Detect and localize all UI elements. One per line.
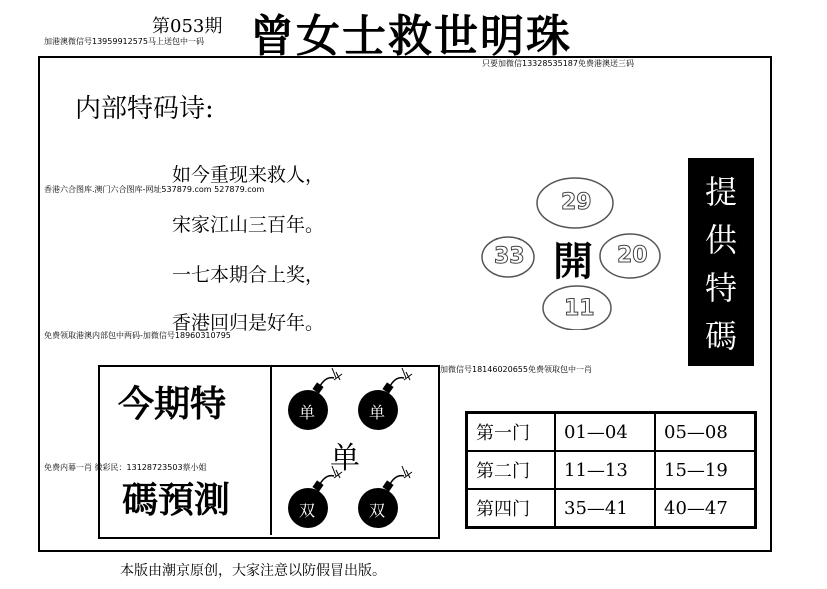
oval-right-number: 20 [617, 243, 648, 268]
table-row [467, 489, 756, 528]
poem-line-3: 一七本期合上奖， [172, 264, 325, 286]
table-row [467, 451, 756, 489]
oval-top-number: 29 [561, 190, 592, 215]
bomb-label-2: 单 [369, 403, 386, 422]
prediction-line-2: 碼預測 [122, 479, 231, 521]
range-b: 05—08 [655, 413, 756, 452]
issue-number: 第053期 [152, 16, 223, 37]
open-label: 開 [553, 238, 593, 285]
provide-char-3: 特 [704, 269, 737, 307]
oval-bottom-number: 11 [564, 296, 595, 321]
range-a: 01—04 [555, 413, 655, 452]
bomb-label-1: 单 [299, 403, 316, 422]
wechat-note-one-zodiac: 加微信号18146020655免费领取包中一肖 [440, 365, 592, 374]
poem-line-2: 宋家江山三百年。 [172, 214, 325, 236]
wechat-note-right: 只要加微信13328535187免费港澳送三码 [482, 59, 634, 68]
wechat-note-left: 加港澳微信号13959912575马上送包中一码 [44, 37, 204, 46]
table-row [467, 413, 756, 452]
bomb-label-3: 双 [299, 501, 316, 520]
provide-char-2: 供 [704, 221, 737, 259]
range-a: 11—13 [555, 451, 655, 489]
number-table [465, 411, 757, 529]
oval-left-number: 33 [494, 244, 525, 269]
provide-char-1: 提 [704, 173, 737, 211]
poem-title: 内部特码诗: [75, 94, 214, 124]
footer-notice: 本版由潮京原创，大家注意以防假冒出版。 [120, 563, 386, 579]
poem-line-1: 如今重现来救人， [172, 164, 325, 186]
range-a: 35—41 [555, 489, 655, 528]
range-b: 40—47 [655, 489, 756, 528]
prediction-line-1: 今期特 [118, 383, 227, 425]
page-title: 曾女士救世明珠 [250, 11, 572, 62]
range-b: 15—19 [655, 451, 756, 489]
provide-code-box [688, 158, 754, 366]
insider-note: 免费内幕一肖 微彩民：13128723503蔡小姐 [44, 463, 207, 472]
gallery-note: 香港六合图库.澳门六合图库-网址537879.com 527879.com [44, 185, 265, 194]
provide-char-4: 碼 [704, 317, 737, 355]
wechat-note-two-codes: 免费领取港澳内部包中两码-加微信号18960310795 [44, 331, 231, 340]
bomb-label-4: 双 [369, 501, 386, 520]
row-label: 第四门 [467, 489, 556, 528]
poem-line-4: 香港回归是好年。 [172, 312, 325, 334]
prediction-divider [270, 365, 272, 535]
prediction-center-char: 单 [330, 441, 360, 476]
row-label: 第一门 [467, 413, 556, 452]
row-label: 第二门 [467, 451, 556, 489]
